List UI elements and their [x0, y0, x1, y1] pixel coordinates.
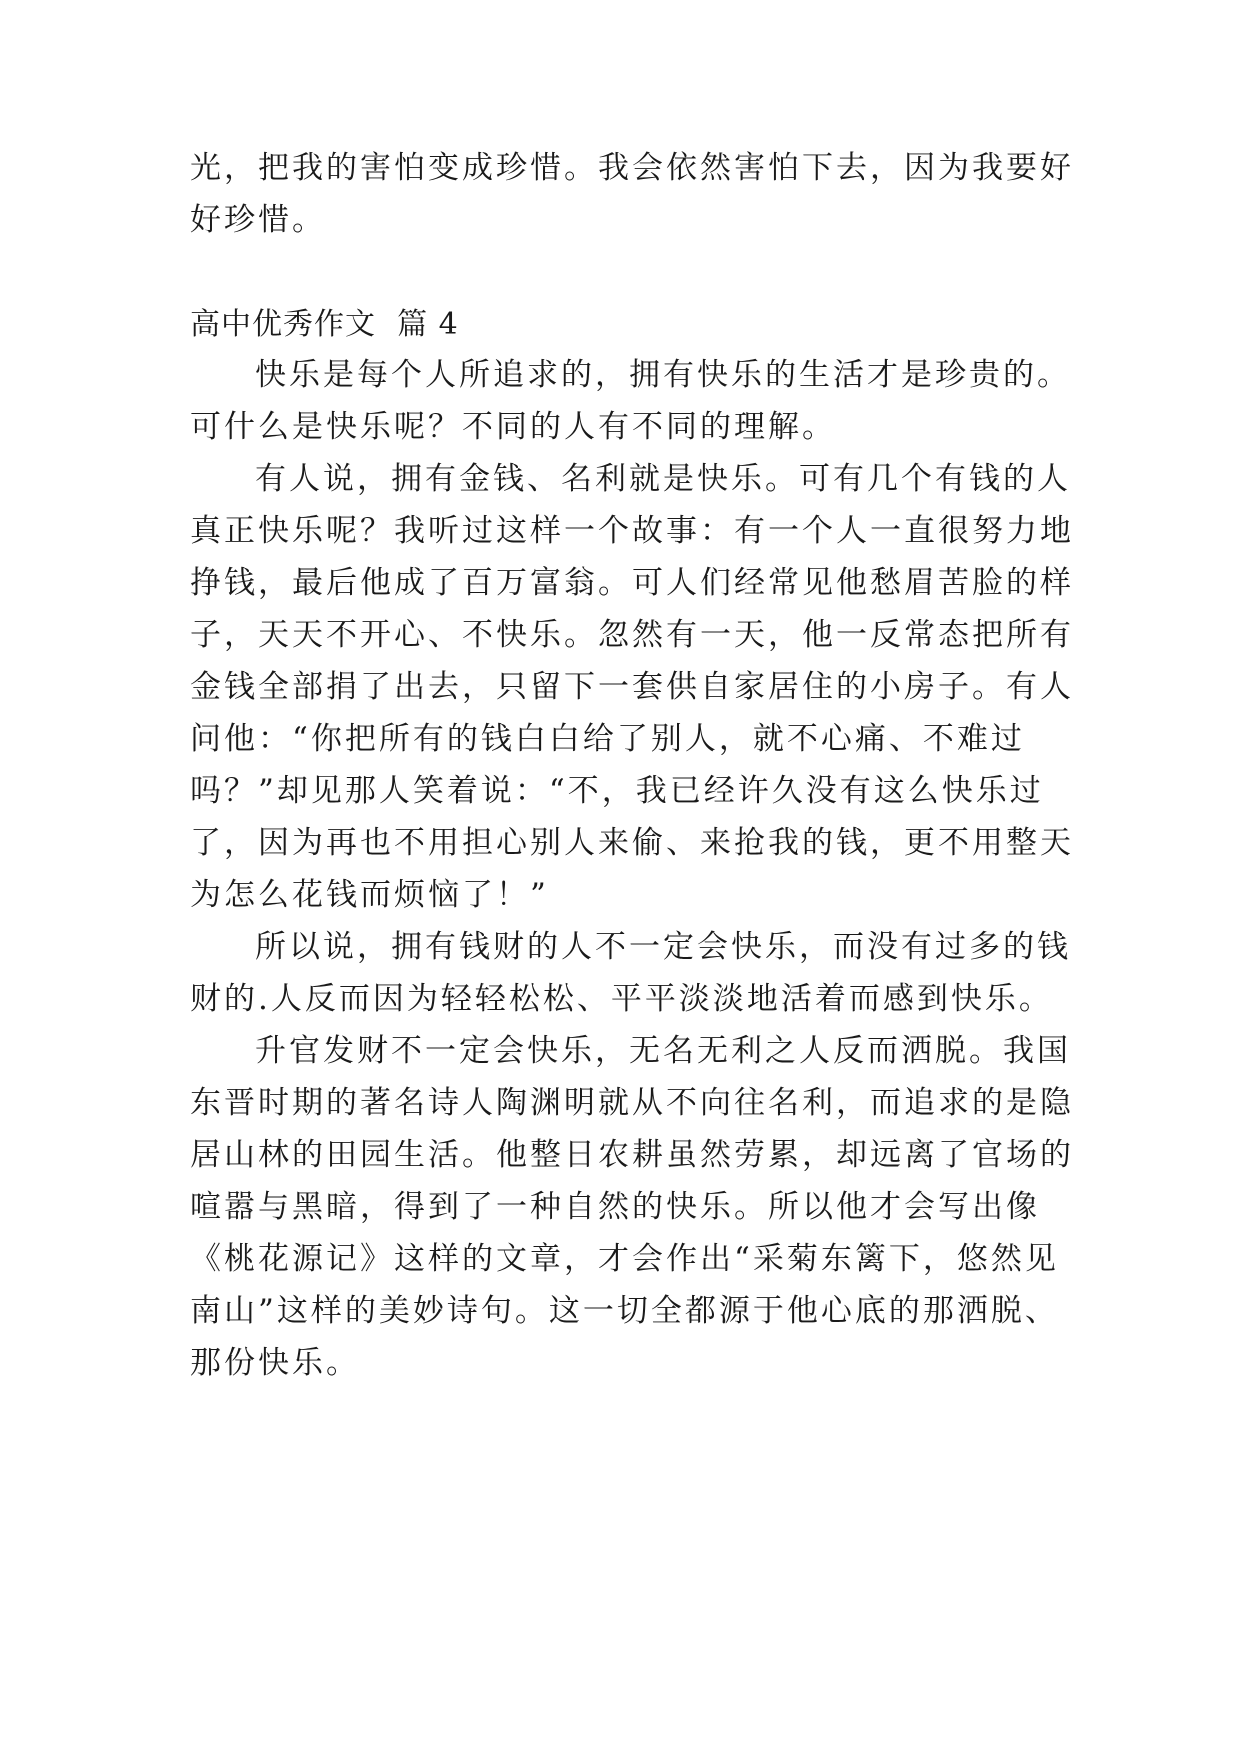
text-line: 财的.人反而因为轻轻松松、平平淡淡地活着而感到快乐。	[190, 981, 1053, 1017]
text-line: 《桃花源记》这样的文章，才会作出“采菊东篱下，悠然见	[190, 1241, 1059, 1277]
paragraph-first-line: 升官发财不一定会快乐，无名无利之人反而洒脱。我国	[255, 1033, 1071, 1069]
text-line: 问他：“你把所有的钱白白给了别人，就不心痛、不难过	[190, 721, 1025, 757]
text-line: 吗？”却见那人笑着说：“不，我已经许久没有这么快乐过	[190, 773, 1044, 809]
text-line: 居山林的田园生活。他整日农耕虽然劳累，却远离了官场的	[190, 1137, 1074, 1173]
text-line: 真正快乐呢？我听过这样一个故事：有一个人一直很努力地	[190, 513, 1074, 549]
paragraph-first-line: 所以说，拥有钱财的人不一定会快乐，而没有过多的钱	[255, 929, 1071, 965]
text-line: 为怎么花钱而烦恼了！”	[190, 877, 549, 913]
text-line: 那份快乐。	[190, 1345, 360, 1381]
text-line: 子，天天不开心、不快乐。忽然有一天，他一反常态把所有	[190, 617, 1074, 653]
text-line: 金钱全部捐了出去，只留下一套供自家居住的小房子。有人	[190, 669, 1074, 705]
text-line: 南山”这样的美妙诗句。这一切全都源于他心底的那洒脱、	[190, 1293, 1059, 1329]
text-line: 光，把我的害怕变成珍惜。我会依然害怕下去，因为我要好	[190, 150, 1074, 186]
text-line: 挣钱，最后他成了百万富翁。可人们经常见他愁眉苦脸的样	[190, 565, 1074, 601]
text-line: 好珍惜。	[190, 202, 326, 238]
paragraph-first-line: 有人说，拥有金钱、名利就是快乐。可有几个有钱的人	[255, 461, 1071, 497]
text-line: 了，因为再也不用担心别人来偷、来抢我的钱，更不用整天	[190, 825, 1074, 861]
text-line: 东晋时期的著名诗人陶渊明就从不向往名利，而追求的是隐	[190, 1085, 1074, 1121]
paragraph-first-line: 快乐是每个人所追求的，拥有快乐的生活才是珍贵的。	[255, 357, 1071, 393]
text-line: 可什么是快乐呢？不同的人有不同的理解。	[190, 409, 836, 445]
section-heading: 高中优秀作文 篇 4	[190, 307, 459, 342]
text-line: 喧嚣与黑暗，得到了一种自然的快乐。所以他才会写出像	[190, 1189, 1040, 1225]
